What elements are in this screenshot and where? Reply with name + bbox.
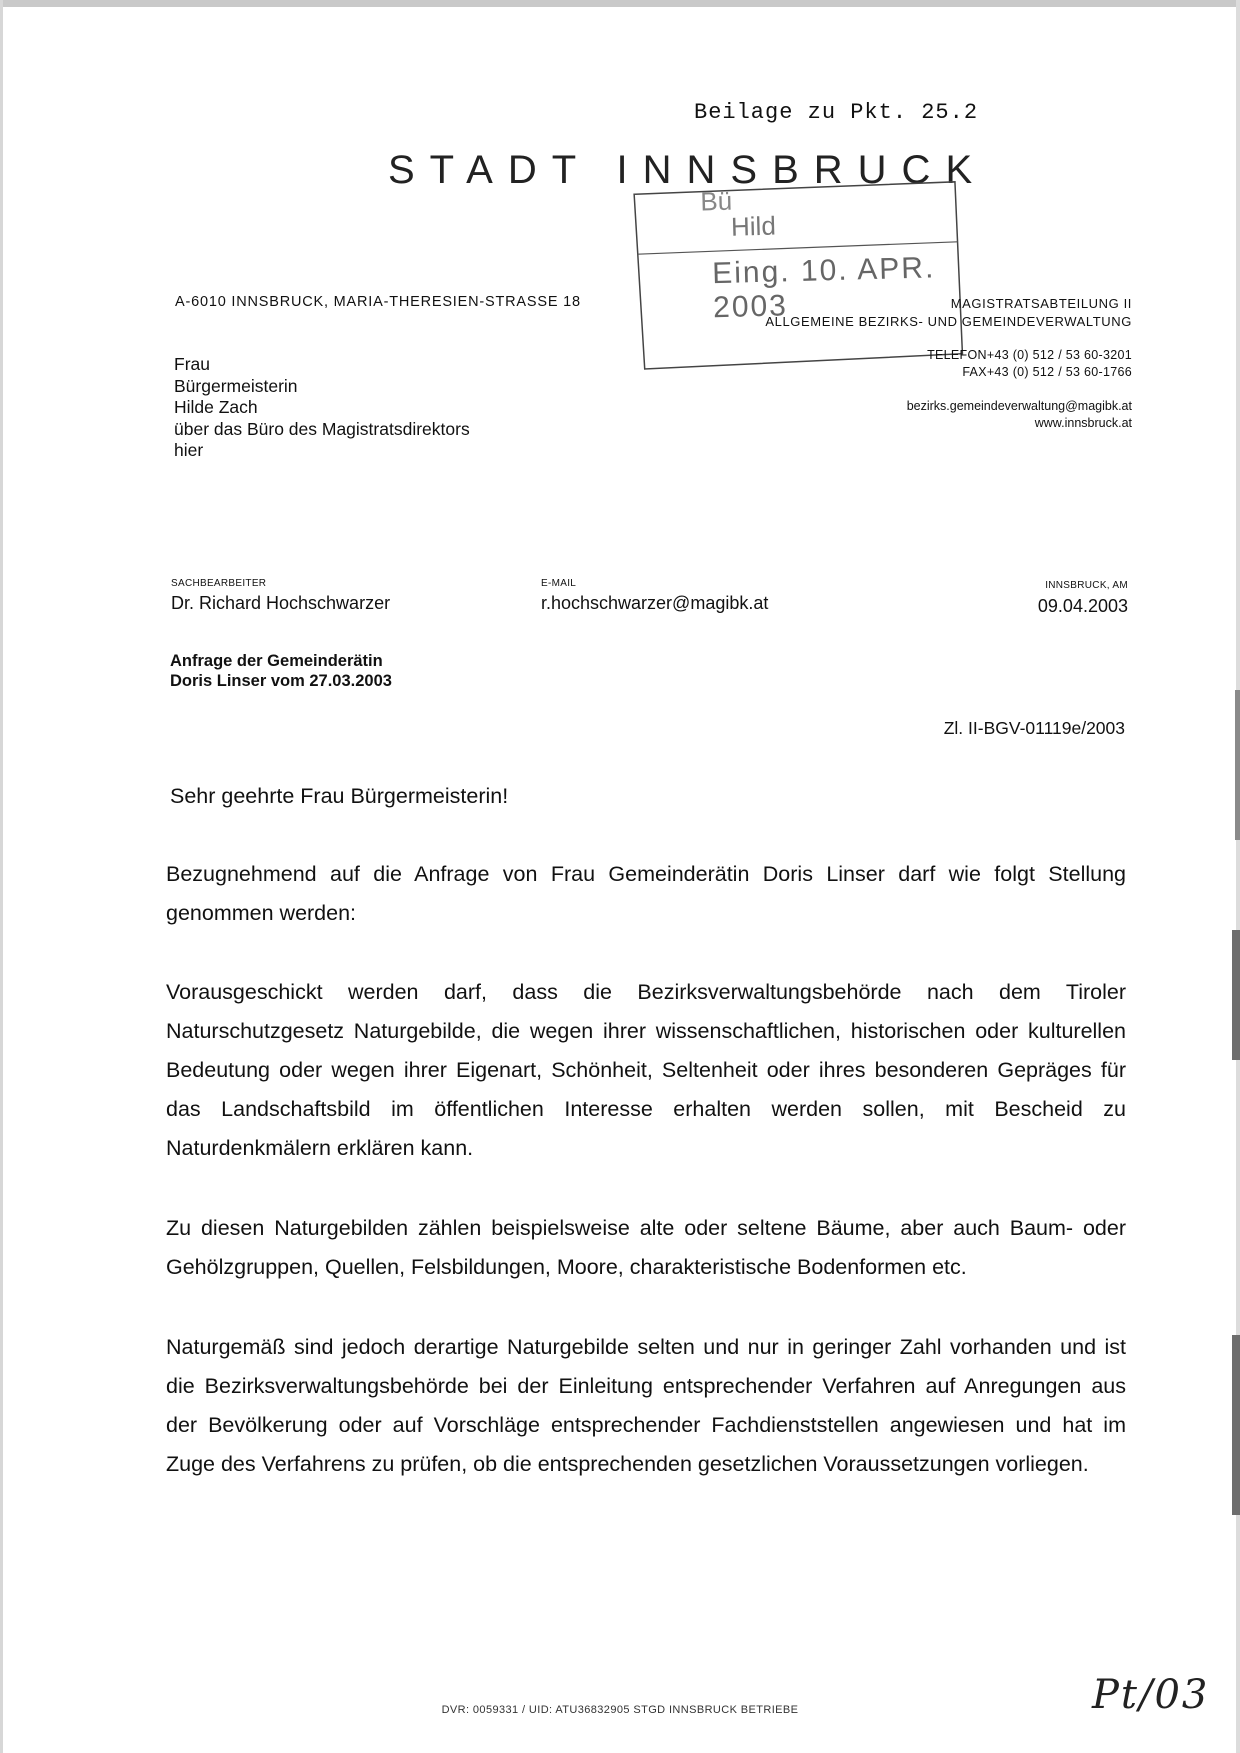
date-label: INNSBRUCK, AM — [1045, 580, 1128, 591]
subject-line: Anfrage der Gemeinderätin — [170, 652, 383, 670]
subject-block — [170, 651, 392, 691]
city-title: STADT INNSBRUCK — [388, 148, 988, 192]
recipient-line: Frau — [174, 354, 210, 374]
stamp-text: Hild — [730, 210, 777, 242]
department-fax: FAX+43 (0) 512 / 53 60-1766 — [962, 365, 1132, 379]
clerk-email[interactable]: r.hochschwarzer@magibk.at — [541, 593, 769, 613]
department-email[interactable]: bezirks.gemeindeverwaltung@magibk.at — [906, 399, 1132, 413]
body-paragraph: Naturgemäß sind jedoch derartige Naturgebilde selten und nur in geringer Zahl vorhanden und ist die Bezirksverwaltungsbehörde bei der Einleitung entsprechender Verfahren auf Anregungen aus der Bevölkerung oder auf Vorschläge entsprechender Fachdienststellen angewiesen und hat im Zuge des Verfahrens zu prüfen, ob die entsprechenden gesetzlichen Voraussetzungen vorliegen. — [166, 1335, 1126, 1476]
salutation: Sehr geehrte Frau Bürgermeisterin! — [170, 784, 509, 808]
received-stamp — [629, 156, 964, 371]
body-paragraph: Zu diesen Naturgebilden zählen beispielsweise alte oder seltene Bäume, aber auch Baum- oder Gehölzgruppen, Quellen, Felsbildungen, Moore, charakteristische Bodenformen etc. — [166, 1216, 1126, 1279]
scan-edge-left — [0, 0, 3, 1753]
scan-artifact — [1232, 1335, 1240, 1515]
subject-line: Doris Linser vom 27.03.2003 — [170, 672, 392, 690]
department-phone: TELEFON+43 (0) 512 / 53 60-3201 — [927, 348, 1132, 362]
letter-date: 09.04.2003 — [1037, 596, 1128, 616]
department-name: MAGISTRATSABTEILUNG II — [950, 296, 1132, 311]
recipient-block — [174, 354, 470, 462]
body-paragraph: Bezugnehmend auf die Anfrage von Frau Gemeinderätin Doris Linser darf wie folgt Stellung genommen werden: — [166, 862, 1126, 925]
scan-artifact — [1232, 930, 1240, 1060]
clerk-label: SACHBEARBEITER — [171, 578, 267, 589]
email-label: E-MAIL — [541, 578, 577, 589]
handwritten-note: Pt/03 — [1092, 1672, 1210, 1718]
scan-edge-top — [0, 0, 1240, 7]
recipient-line: über das Büro des Magistratsdirektors — [174, 418, 470, 439]
scan-artifact — [1235, 690, 1240, 840]
recipient-line: hier — [174, 440, 204, 460]
sender-address: A-6010 INNSBRUCK, MARIA-THERESIEN-STRASSE 18 — [175, 294, 581, 310]
footer-registration: DVR: 0059331 / UID: ATU36832905 STGD INNSBRUCK BETRIEBE — [441, 1704, 799, 1716]
department-website[interactable]: www.innsbruck.at — [1034, 416, 1132, 430]
body-paragraph: Vorausgeschickt werden darf, dass die Bezirksverwaltungsbehörde nach dem Tiroler Naturschutzgesetz Naturgebilde, die wegen ihrer wissenschaftlichen, historischen oder kulturellen Bedeutung oder wegen ihrer Eigenart, Schönheit, Seltenheit oder ihres besonderen Gepräges für das Landschaftsbild im öffentlichen Interesse erhalten werden sollen, mit Bescheid zu Naturdenkmälern erklären kann. — [166, 980, 1126, 1160]
stamp-text: Bü — [699, 185, 733, 217]
recipient-line: Bürgermeisterin — [174, 375, 298, 396]
reference-number: Zl. II-BGV-01119e/2003 — [943, 718, 1125, 738]
clerk-name: Dr. Richard Hochschwarzer — [171, 593, 391, 613]
department-subname: ALLGEMEINE BEZIRKS- UND GEMEINDEVERWALTUNG — [765, 314, 1132, 329]
stamp-date: Eing. 10. APR. 2003 — [711, 251, 936, 325]
recipient-line: Hilde Zach — [174, 397, 258, 417]
attachment-note: Beilage zu Pkt. 25.2 — [694, 100, 979, 125]
